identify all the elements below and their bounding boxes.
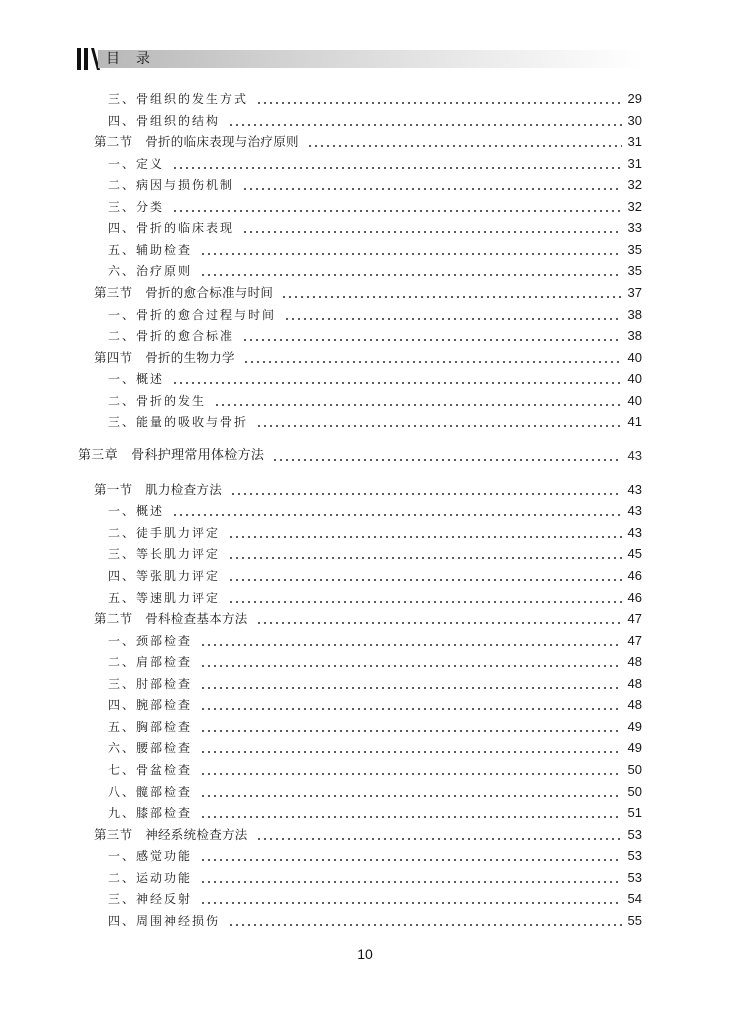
toc-entry-label: 二、骨折的愈合标准: [108, 329, 235, 344]
toc-entry-page: 46: [627, 568, 642, 583]
toc-leader-dots: [228, 557, 622, 559]
toc-entry: [108, 390, 642, 410]
toc-leader-dots: [200, 795, 622, 797]
toc-entry: [108, 88, 642, 108]
toc-entry-label: 三、骨组织的发生方式: [108, 92, 249, 106]
toc-entry: [78, 445, 642, 465]
toc-leader-dots: [284, 318, 622, 320]
toc-entry: [108, 411, 642, 431]
toc-entry-page: 53: [627, 869, 642, 885]
toc-leader-dots: [200, 665, 622, 667]
toc-entry: [108, 737, 642, 757]
toc-entry-label: 三、肘部检查: [108, 676, 193, 691]
toc-entry-page: 43: [627, 481, 642, 497]
toc-leader-dots: [200, 902, 622, 904]
toc-leader-dots: [272, 459, 621, 461]
toc-entry: [108, 630, 642, 650]
toc-leader-dots: [200, 751, 622, 753]
toc-leader-dots: [228, 124, 622, 126]
toc-entry: [108, 174, 642, 194]
toc-entry-page: 48: [627, 654, 642, 670]
toc-entry-label: 第四节 骨折的生物力学: [94, 349, 235, 365]
toc-entry: [94, 824, 642, 844]
toc-entry: [108, 888, 642, 908]
toc-leader-dots: [200, 859, 622, 861]
toc-entry-label: 一、骨折的愈合过程与时间: [108, 307, 277, 322]
toc-entry-page: 31: [627, 134, 642, 150]
page-number: 10: [357, 946, 373, 962]
toc-entry-label: 六、腰部检查: [108, 741, 193, 756]
toc-entry-label: 六、治疗原则: [108, 264, 193, 279]
toc-entry-page: 40: [627, 392, 642, 408]
toc-entry: [108, 500, 642, 520]
toc-leader-dots: [242, 339, 622, 341]
toc-leader-dots: [200, 687, 622, 689]
toc-entry-label: 二、肩部检查: [108, 655, 193, 670]
toc-entry-label: 八、髋部检查: [108, 784, 193, 799]
toc-entry-page: 40: [627, 349, 642, 365]
toc-entry-page: 53: [627, 848, 642, 864]
toc-entry-label: 一、感觉功能: [108, 849, 193, 864]
toc-entry-page: 43: [627, 524, 642, 540]
toc-entry: [108, 867, 642, 887]
toc-entry-label: 二、徒手肌力评定: [108, 525, 221, 540]
toc-entry-label: 四、骨组织的结构: [108, 113, 221, 128]
toc-leader-dots: [256, 102, 622, 104]
toc-entry-label: 一、概述: [108, 504, 165, 519]
toc-entry: [108, 368, 642, 388]
toc-entry: [108, 910, 642, 930]
toc-entry-label: 四、骨折的临床表现: [108, 221, 235, 236]
toc-entry: [108, 651, 642, 671]
toc-entry: [108, 522, 642, 542]
toc-entry: [108, 845, 642, 865]
toc-entry-page: 43: [627, 447, 642, 463]
toc-leader-dots: [200, 730, 622, 732]
toc-entry-page: 29: [627, 91, 642, 106]
toc-entry-page: 38: [627, 306, 642, 322]
toc-entry-label: 第三章 骨科护理常用体检方法: [78, 447, 265, 463]
toc-entry-page: 50: [627, 783, 642, 799]
toc-entry-label: 第二节 骨折的临床表现与治疗原则: [94, 134, 299, 150]
toc-entry-page: 41: [627, 414, 642, 430]
toc-entry-page: 37: [627, 284, 642, 300]
toc-entry-label: 五、胸部检查: [108, 719, 193, 734]
toc-leader-dots: [200, 708, 622, 710]
toc-leader-dots: [228, 924, 622, 926]
toc-leader-dots: [228, 579, 622, 581]
toc-entry: [94, 131, 642, 151]
toc-leader-dots: [200, 773, 622, 775]
toc-leader-dots: [172, 382, 622, 384]
toc-entry: [108, 694, 642, 714]
toc-leader-dots: [228, 601, 622, 603]
toc-entry-label: 二、运动功能: [108, 870, 193, 885]
toc-entry-label: 三、能量的吸收与骨折: [108, 415, 249, 430]
toc-entry: [108, 196, 642, 216]
toc-entry-label: 一、定义: [108, 156, 165, 171]
toc-entry: [108, 110, 642, 130]
toc-entry: [94, 347, 642, 367]
toc-entry-page: 45: [627, 546, 642, 562]
toc-entry-page: 47: [627, 611, 642, 627]
toc-leader-dots: [256, 425, 622, 427]
toc-entry-label: 第一节 肌力检查方法: [94, 481, 223, 497]
toc-entry-label: 三、分类: [108, 199, 165, 214]
toc-leader-dots: [200, 881, 622, 883]
toc-entry: [108, 304, 642, 324]
toc-entry-label: 五、等速肌力评定: [108, 590, 221, 605]
toc-entry-page: 46: [627, 589, 642, 605]
toc-entry-page: 33: [627, 220, 642, 236]
toc-leader-dots: [172, 210, 622, 212]
toc-entry-label: 四、等张肌力评定: [108, 569, 221, 583]
toc-leader-dots: [256, 838, 622, 840]
toc-entry: [108, 217, 642, 237]
toc-leader-dots: [307, 145, 622, 147]
toc-entry-page: 35: [627, 263, 642, 279]
toc-entry-label: 五、辅助检查: [108, 242, 193, 257]
toc-entry-page: 49: [627, 718, 642, 734]
toc-entry-page: 47: [627, 632, 642, 648]
toc-leader-dots: [214, 404, 622, 406]
toc-entry: [108, 565, 642, 585]
toc-entry-label: 二、病因与损伤机制: [108, 178, 235, 193]
toc-leader-dots: [200, 644, 622, 646]
toc-entry-page: 30: [627, 112, 642, 128]
header-title: 目录: [106, 51, 166, 67]
toc-leader-dots: [228, 536, 622, 538]
toc-entry-page: 31: [627, 155, 642, 171]
toc-entry: [108, 802, 642, 822]
toc-leader-dots: [242, 188, 622, 190]
toc-leader-dots: [243, 361, 622, 363]
toc-entry-page: 43: [627, 503, 642, 519]
toc-entry-page: 50: [627, 761, 642, 777]
toc-entry-label: 第二节 骨科检查基本方法: [94, 611, 248, 627]
toc-leader-dots: [172, 167, 622, 169]
toc-entry-page: 55: [627, 912, 642, 928]
header-band: [98, 50, 644, 68]
toc-entry-label: 四、腕部检查: [108, 698, 193, 713]
toc-leader-dots: [230, 493, 622, 495]
toc-entry: [108, 260, 642, 280]
toc-entry-page: 49: [627, 740, 642, 756]
toc-entry: [108, 673, 642, 693]
toc-entry-page: 48: [627, 697, 642, 713]
toc-leader-dots: [200, 816, 622, 818]
toc-leader-dots: [281, 296, 621, 298]
toc-entry: [108, 716, 642, 736]
toc-entry-page: 53: [627, 826, 642, 842]
toc-entry: [94, 282, 642, 302]
toc-entry: [108, 325, 642, 345]
toc-entry-page: 38: [627, 328, 642, 344]
toc-leader-dots: [172, 514, 622, 516]
toc-entry-label: 七、骨盆检查: [108, 762, 193, 777]
toc-entry: [108, 781, 642, 801]
toc-entry-page: 35: [627, 241, 642, 257]
toc-leader-dots: [256, 622, 622, 624]
toc-entry-label: 二、骨折的发生: [108, 393, 207, 408]
page-header: [76, 46, 644, 72]
toc-entry: [108, 587, 642, 607]
toc-entry-page: 40: [627, 371, 642, 387]
toc-entry-label: 一、概述: [108, 372, 165, 387]
toc-entry-label: 三、神经反射: [108, 892, 193, 907]
toc-entry: [94, 608, 642, 628]
toc-entry-page: 48: [627, 675, 642, 691]
toc-entry: [108, 239, 642, 259]
toc-entry-label: 九、膝部检查: [108, 806, 193, 821]
toc-entry: [108, 759, 642, 779]
toc-entry-page: 51: [627, 805, 642, 821]
toc-entry-label: 四、周围神经损伤: [108, 913, 221, 928]
toc-leader-dots: [242, 231, 622, 233]
toc-entry-page: 54: [627, 891, 642, 907]
toc-entry-page: 32: [627, 198, 642, 214]
toc-entry: [108, 543, 642, 563]
toc-entry-label: 第三节 神经系统检查方法: [94, 826, 248, 842]
toc-entry-label: 第三节 骨折的愈合标准与时间: [94, 284, 274, 300]
toc-entry-label: 三、等长肌力评定: [108, 547, 221, 562]
toc-leader-dots: [200, 253, 622, 255]
toc-entry: [94, 479, 642, 499]
toc-leader-dots: [200, 274, 622, 276]
toc-entry-label: 一、颈部检查: [108, 633, 193, 648]
toc-entry: [108, 153, 642, 173]
toc-entry-page: 32: [627, 177, 642, 193]
